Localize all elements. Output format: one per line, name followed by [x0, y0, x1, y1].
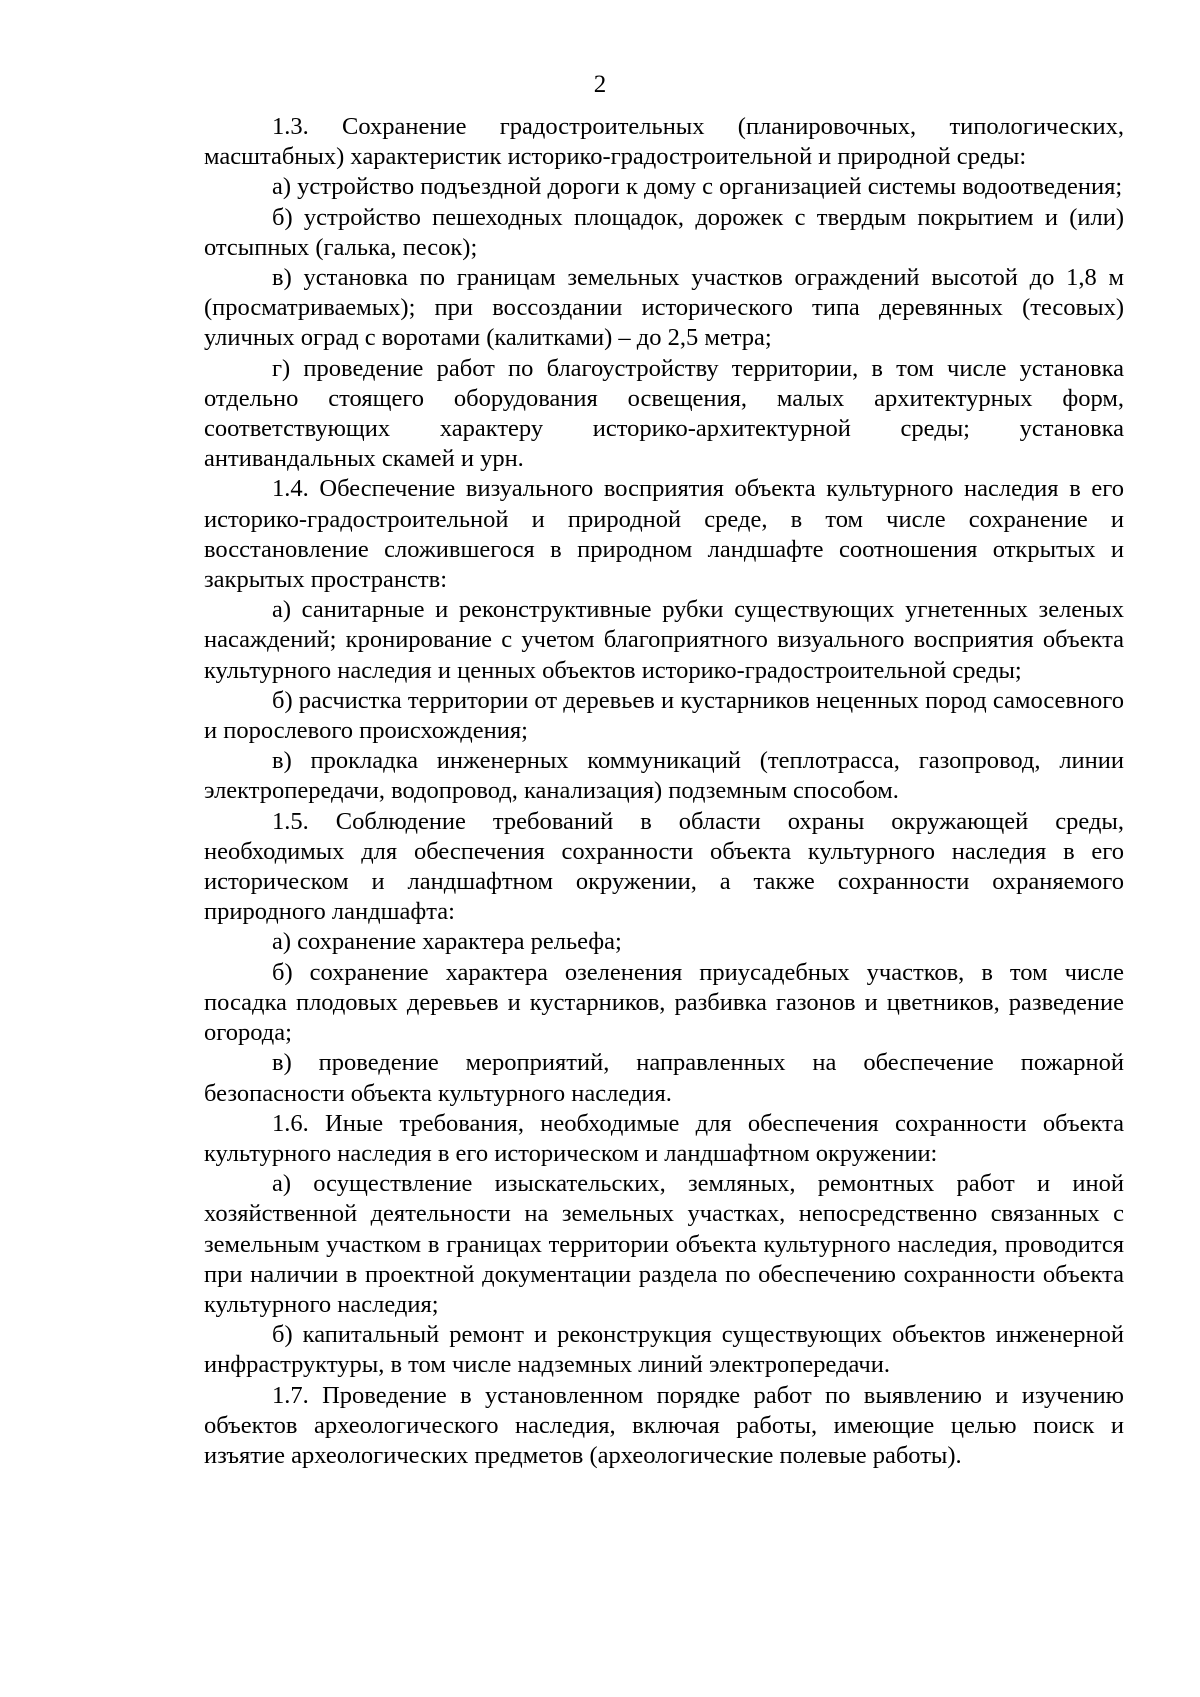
paragraph-1-3-b: б) устройство пешеходных площадок, дорожек с твердым покрытием и (или) отсыпных (галька, песок);	[204, 203, 1124, 261]
paragraph-1-5: 1.5. Соблюдение требований в области охраны окружающей среды, необходимых для обеспечения сохранности объекта культурного наследия в его историческом и ландшафтном окружении, а также сохранности охраняемого природного ландшафта:	[204, 807, 1124, 926]
page-number: 2	[593, 71, 607, 98]
paragraph-1-3-g: г) проведение работ по благоустройству территории, в том числе установка отдельно стоящего оборудования освещения, малых архитектурных форм, соответствующих характеру историко-архитектурной среды; установка антивандальных скамей и урн.	[204, 354, 1124, 473]
paragraph-1-4-b: б) расчистка территории от деревьев и кустарников неценных пород самосевного и порослевого происхождения;	[204, 686, 1124, 745]
paragraph-1-4-v: в) прокладка инженерных коммуникаций (теплотрасса, газопровод, линии электропередачи, водопровод, канализация) подземным способом.	[204, 747, 1124, 805]
paragraph-1-7: 1.7. Проведение в установленном порядке работ по выявлению и изучению объектов археологического наследия, включая работы, имеющие целью поиск и изъятие археологических предметов (археологические полевые работы).	[204, 1381, 1124, 1469]
paragraph-1-3-v: в) установка по границам земельных участков ограждений высотой до 1,8 м (просматриваемых); при воссоздании исторического типа деревянных (тесовых) уличных оград с воротами (калитками) – до 2,5 метра;	[204, 264, 1124, 352]
paragraph-1-6: 1.6. Иные требования, необходимые для обеспечения сохранности объекта культурного наследия в его историческом и ландшафтном окружении:	[204, 1109, 1124, 1167]
paragraph-1-3: 1.3. Сохранение градостроительных (планировочных, типологических, масштабных) характеристик историко-градостроительной и природной среды:	[204, 113, 1124, 171]
paragraph-1-6-b: б) капитальный ремонт и реконструкция существующих объектов инженерной инфраструктуры, в том числе надземных линий электропередачи.	[204, 1321, 1124, 1379]
paragraph-1-3-a: а) устройство подъездной дороги к дому с организацией системы водоотведения;	[272, 173, 1123, 201]
paragraph-1-4: 1.4. Обеспечение визуального восприятия объекта культурного наследия в его историко-градостроительной и природной среде, в том числе сохранение и восстановление сложившегося в природном ландшафте соотношения открытых и закрытых пространств:	[204, 475, 1124, 594]
paragraph-1-5-v: в) проведение мероприятий, направленных на обеспечение пожарной безопасности объекта культурного наследия.	[204, 1049, 1124, 1107]
paragraph-1-5-a: а) сохранение характера рельефа;	[272, 928, 622, 956]
paragraph-1-5-b: б) сохранение характера озеленения приусадебных участков, в том числе посадка плодовых деревьев и кустарников, разбивка газонов и цветников, разведение огорода;	[204, 958, 1124, 1047]
document-body	[204, 112, 1124, 1471]
paragraph-1-4-a: а) санитарные и реконструктивные рубки существующих угнетенных зеленых насаждений; кронирование с учетом благоприятного визуального восприятия объекта культурного наследия и ценных объектов историко-градостроительной среды;	[204, 596, 1124, 684]
paragraph-1-6-a: а) осуществление изыскательских, земляных, ремонтных работ и иной хозяйственной деятельности на земельных участках, непосредственно связанных с земельным участком в границах территории объекта культурного наследия, проводится при наличии в проектной документации раздела по обеспечению сохранности объекта культурного наследия;	[204, 1170, 1124, 1318]
